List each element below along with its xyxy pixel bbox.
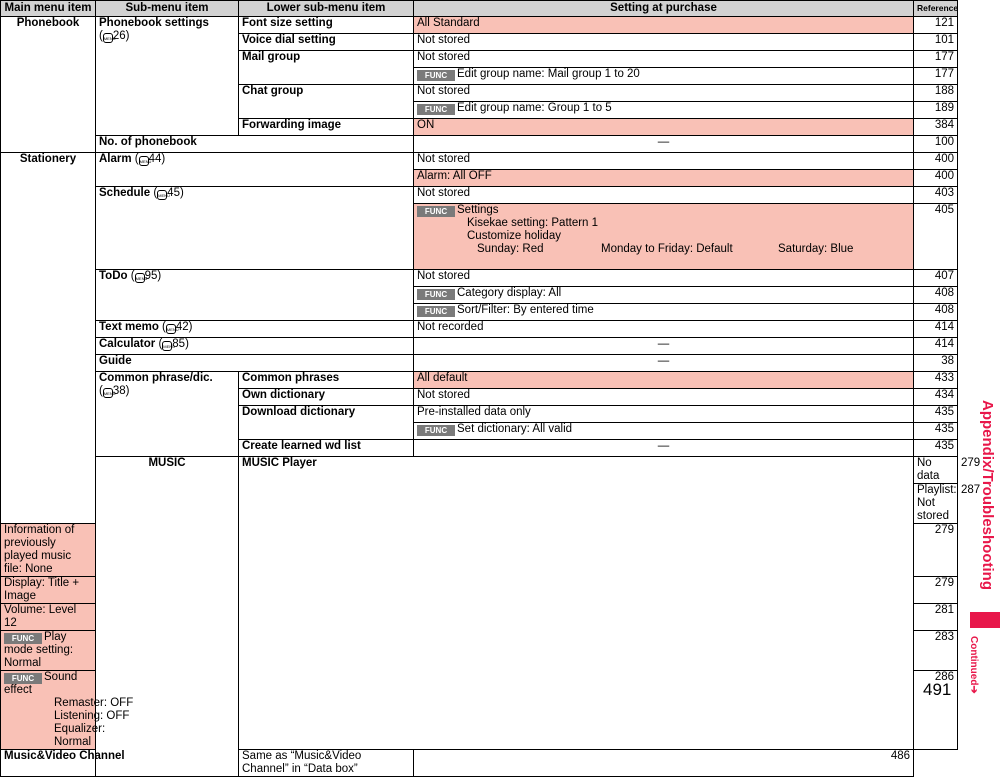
table-row [1,321,958,338]
value-music-row: Volume: Level 12 [1,604,96,631]
ref-music-video-channel: 486 [414,750,914,777]
lower-font-size: Font size setting [239,17,414,34]
value-schedule: Not stored [414,187,914,204]
ref-music-row: 279 [914,577,958,604]
menu-icon: MENU [139,156,149,166]
value-forwarding-image: ON [414,119,914,136]
table-row: MUSIC MUSIC Player No data 279 [1,457,958,484]
ref-download-dictionary: 435 [914,406,958,423]
menu-icon: MENU [162,341,172,351]
ref-set-dictionary: 435 [914,423,958,440]
value-font-size: All Standard [414,17,914,34]
lower-create-learned: Create learned wd list [239,440,414,457]
ref-text-memo: 414 [914,321,958,338]
ref-alarm: 400 [914,153,958,170]
table-row [1,372,958,389]
value-music-row: Display: Title + Image [1,577,96,604]
value-guide: ― [414,355,914,372]
value-no-phonebook: ― [414,136,914,153]
table-row: Playlist: Not stored 287 [1,484,958,524]
header-sub: Sub-menu item [96,1,239,17]
value-common-phrases: All default [414,372,914,389]
table-row [1,750,958,777]
header-lower: Lower sub-menu item [239,1,414,17]
ref-chat-group: 188 [914,85,958,102]
value-own-dictionary: Not stored [414,389,914,406]
header-reference: Reference [914,1,958,17]
ref-sound-effect: 286 [914,671,958,750]
header-row [1,1,958,17]
lower-voice-dial: Voice dial setting [239,34,414,51]
lower-forwarding-image: Forwarding image [239,119,414,136]
value-voice-dial: Not stored [414,34,914,51]
value-set-dictionary: FUNC Set dictionary: All valid [414,423,914,440]
value-mail-group: Not stored [414,51,914,68]
ref-chat-group-func: 189 [914,102,958,119]
func-icon: FUNC [417,289,455,300]
menu-icon: MENU [103,33,113,43]
value-text-memo: Not recorded [414,321,914,338]
table-row [1,136,958,153]
value-music-row: Playlist: Not stored [914,484,958,524]
ref-voice-dial: 101 [914,34,958,51]
ref-no-phonebook: 100 [914,136,958,153]
main-item-music: MUSIC [96,457,239,777]
value-music-row: Information of previously played music file: None [1,524,96,577]
ref-music-row: 281 [914,604,958,631]
func-icon: FUNC [417,425,455,436]
func-icon: FUNC [4,673,42,684]
page-number: 491 [923,680,952,699]
value-chat-group-func: FUNC Edit group name: Group 1 to 5 [414,102,914,119]
ref-music-row: 279 [914,524,958,577]
sub-item-todo: ToDo (MENU95) [96,270,414,321]
ref-music-row: 283 [914,631,958,671]
value-create-learned: ― [414,440,914,457]
section-tab-label: Appendix/Troubleshooting [979,400,996,590]
value-alarm: Not stored [414,153,914,170]
value-calculator: ― [414,338,914,355]
ref-mail-group-func: 177 [914,68,958,85]
ref-schedule-settings: 405 [914,204,958,270]
sub-item-music-video-channel: Music&Video Channel [1,750,239,777]
ref-common-phrases: 433 [914,372,958,389]
lower-own-dictionary: Own dictionary [239,389,414,406]
table-row [1,338,958,355]
sub-item-common-phrase: Common phrase/dic. (MENU38) [96,372,239,457]
sub-item-text-memo: Text memo (MENU42) [96,321,414,338]
table-row [1,17,958,34]
table-row [1,153,958,170]
value-sound-effect: FUNC Sound effect Remaster: OFFListening: OFFEqualizer: Normal [1,671,96,750]
value-music-row: FUNC Play mode setting: Normal [1,631,96,671]
continued-label: Continued➔ [968,636,979,694]
lower-chat-group: Chat group [239,85,414,119]
value-todo-sort: FUNC Sort/Filter: By entered time [414,304,914,321]
sub-item-guide: Guide [96,355,414,372]
sub-item-alarm: Alarm (MENU44) [96,153,414,187]
table-row [1,270,958,287]
header-setting: Setting at purchase [414,1,914,17]
value-todo-category: FUNC Category display: All [414,287,914,304]
menu-icon: MENU [166,324,176,334]
func-icon: FUNC [417,306,455,317]
value-todo: Not stored [414,270,914,287]
func-icon: FUNC [4,633,42,644]
menu-icon: MENU [135,273,145,283]
ref-mail-group: 177 [914,51,958,68]
ref-todo: 407 [914,270,958,287]
sub-item-phonebook-settings: Phonebook settings (MENU26) [96,17,239,136]
value-music-row: No data [914,457,958,484]
ref-font-size: 121 [914,17,958,34]
value-chat-group: Not stored [414,85,914,102]
menu-icon: MENU [103,388,113,398]
value-schedule-settings: FUNC Settings Kisekae setting: Pattern 1 Customize holiday Sunday: Red Monday to Friday: Default Saturday: Blue [414,204,914,270]
func-icon: FUNC [417,206,455,217]
value-download-dictionary: Pre-installed data only [414,406,914,423]
ref-todo-sort: 408 [914,304,958,321]
table-row [1,355,958,372]
header-main: Main menu item [1,1,96,17]
ref-forwarding-image: 384 [914,119,958,136]
sub-item-calculator: Calculator (MENU85) [96,338,414,355]
ref-own-dictionary: 434 [914,389,958,406]
value-music-video-channel: Same as “Music&Video Channel” in “Data box” [239,750,414,777]
sub-item-schedule: Schedule (MENU45) [96,187,414,270]
lower-mail-group: Mail group [239,51,414,85]
menu-icon: MENU [157,190,167,200]
section-tab-bar [970,612,1000,628]
lower-download-dictionary: Download dictionary [239,406,414,440]
ref-guide: 38 [914,355,958,372]
table-row [1,187,958,204]
sub-item-music-player: MUSIC Player [239,457,914,750]
func-icon: FUNC [417,70,455,81]
ref-alarm-all-off: 400 [914,170,958,187]
ref-calculator: 414 [914,338,958,355]
ref-todo-category: 408 [914,287,958,304]
ref-create-learned: 435 [914,440,958,457]
func-icon: FUNC [417,104,455,115]
main-item-phonebook: Phonebook [1,17,96,153]
ref-schedule: 403 [914,187,958,204]
lower-common-phrases: Common phrases [239,372,414,389]
main-item-stationery: Stationery [1,153,96,524]
value-alarm-all-off: Alarm: All OFF [414,170,914,187]
sub-item-no-phonebook: No. of phonebook [96,136,414,153]
value-mail-group-func: FUNC Edit group name: Mail group 1 to 20 [414,68,914,85]
